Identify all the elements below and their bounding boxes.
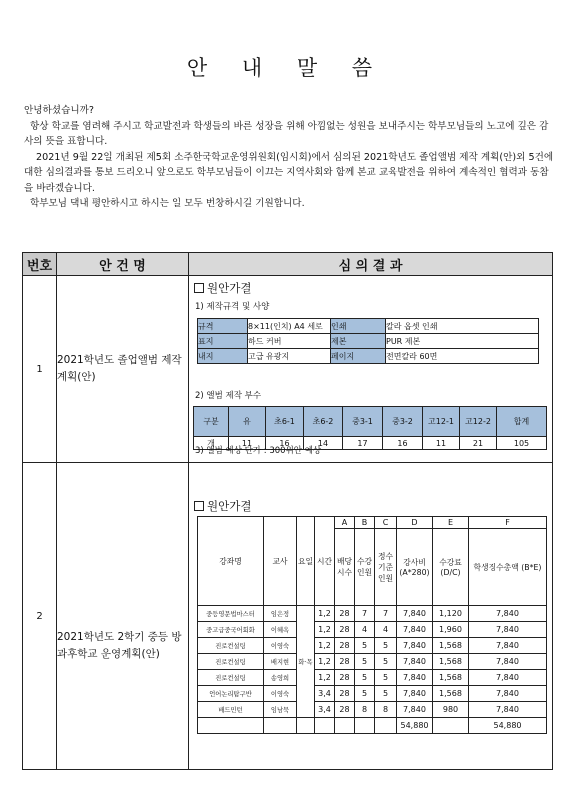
course-cell: 7,840: [397, 670, 433, 686]
course-header: 수강료 (D/C): [433, 529, 469, 606]
count-subtitle: 2) 앨범 제작 부수: [195, 391, 262, 401]
course-cell: 7,840: [397, 654, 433, 670]
course-cell: 7,840: [397, 638, 433, 654]
course-cell: 7,840: [469, 622, 547, 638]
course-name: 중등영문법마스터: [198, 606, 264, 622]
spec-value: 칼라 옵셋 인쇄: [386, 319, 539, 334]
course-cell: 5: [375, 686, 397, 702]
course-cell: 28: [335, 702, 355, 718]
course-header: 강사비 (A*280): [397, 529, 433, 606]
intro-text: [24, 103, 554, 212]
table-row: [23, 463, 553, 770]
course-teacher: 이혜옥: [264, 622, 297, 638]
spec-value: 8×11(인치) A4 세로: [248, 319, 331, 334]
course-cell: 8: [375, 702, 397, 718]
course-row: [198, 654, 547, 670]
course-cell: 7,840: [469, 654, 547, 670]
spec-label: 내지: [198, 349, 248, 364]
course-row: [198, 622, 547, 638]
course-cell: 28: [335, 622, 355, 638]
total-lecturer-fee: 54,880: [397, 718, 433, 734]
course-cell: 28: [335, 686, 355, 702]
agenda-name: 2021학년도 졸업앨범 제작 계획(안): [57, 276, 189, 463]
count-value: 105: [497, 437, 547, 450]
course-cell: 5: [355, 686, 375, 702]
course-teacher: 이영숙: [264, 686, 297, 702]
course-cell: 7: [355, 606, 375, 622]
course-cell: 8: [355, 702, 375, 718]
course-cell: 7,840: [469, 638, 547, 654]
total-collected: 54,880: [469, 718, 547, 734]
course-header: 교사: [264, 517, 297, 606]
checkbox-icon: [194, 283, 204, 293]
course-teacher: 임은정: [264, 606, 297, 622]
course-name: 진로컨설팅: [198, 654, 264, 670]
course-name: 진로컨설팅: [198, 638, 264, 654]
course-header: 학생징수총액 (B*E): [469, 529, 547, 606]
count-header: 초6-2: [304, 407, 343, 437]
course-cell: 3,4: [315, 686, 335, 702]
course-teacher: 송영희: [264, 670, 297, 686]
course-cell: 28: [335, 638, 355, 654]
count-header: 구분: [194, 407, 229, 437]
column-letter: E: [433, 517, 469, 529]
checkbox-icon: [194, 501, 204, 511]
course-cell: 7,840: [469, 670, 547, 686]
column-letter: A: [335, 517, 355, 529]
total-row: [198, 718, 547, 734]
table-row: [23, 276, 553, 463]
count-header: 고12-1: [423, 407, 460, 437]
course-cell: 1,2: [315, 654, 335, 670]
results-table: [22, 252, 553, 770]
count-value: 16: [266, 437, 304, 450]
column-letter: B: [355, 517, 375, 529]
course-row: [198, 702, 547, 718]
spec-value: 전면칼라 60면: [386, 349, 539, 364]
page-title: 안 내 말 씀: [186, 56, 387, 80]
course-cell: 1,568: [433, 686, 469, 702]
course-cell: 7,840: [397, 622, 433, 638]
course-cell: 1,2: [315, 622, 335, 638]
course-cell: 7,840: [469, 686, 547, 702]
course-name: 중고급중국어회화: [198, 622, 264, 638]
course-cell: 5: [355, 670, 375, 686]
course-cell: 980: [433, 702, 469, 718]
course-cell: 7,840: [397, 686, 433, 702]
count-header: 고12-2: [460, 407, 497, 437]
course-cell: 5: [355, 654, 375, 670]
course-cell: 7,840: [397, 606, 433, 622]
course-teacher: 이영숙: [264, 638, 297, 654]
count-header: 중3-1: [343, 407, 383, 437]
result-cell: [189, 463, 553, 770]
count-value: 21: [460, 437, 497, 450]
course-cell: 7,840: [469, 702, 547, 718]
course-cell: 7,840: [469, 606, 547, 622]
course-cell: 7,840: [397, 702, 433, 718]
spec-value: 고급 유광지: [248, 349, 331, 364]
count-value: 16: [383, 437, 423, 450]
course-cell: 4: [375, 622, 397, 638]
agenda-name: 2021학년도 2학기 중등 방과후학교 운영계획(안): [57, 463, 189, 770]
course-cell: 1,568: [433, 654, 469, 670]
course-day: 화·목: [297, 606, 315, 718]
course-cell: 1,120: [433, 606, 469, 622]
course-cell: 1,568: [433, 638, 469, 654]
spec-value: PUR 제본: [386, 334, 539, 349]
spec-label: 제본: [331, 334, 386, 349]
course-row: [198, 670, 547, 686]
count-header: 중3-2: [383, 407, 423, 437]
course-teacher: 임남묵: [264, 702, 297, 718]
count-header: 초6-1: [266, 407, 304, 437]
course-row: [198, 686, 547, 702]
course-header: 시간: [315, 517, 335, 606]
count-header: 유: [229, 407, 266, 437]
header-number: 번호: [23, 253, 57, 276]
row-number: 2: [23, 463, 57, 770]
count-value: 11: [229, 437, 266, 450]
course-header: 배당시수: [335, 529, 355, 606]
row-number: 1: [23, 276, 57, 463]
course-header: 강좌명: [198, 517, 264, 606]
header-result: 심 의 결 과: [189, 253, 553, 276]
result-cell: [189, 276, 553, 463]
spec-label: 규격: [198, 319, 248, 334]
header-agenda: 안 건 명: [57, 253, 189, 276]
course-cell: 5: [375, 638, 397, 654]
price-note: 3) 앨범 예상 단가 : 300위안 예상: [195, 446, 322, 456]
column-letter: D: [397, 517, 433, 529]
intro-paragraph-1: 항상 학교를 염려해 주시고 학교발전과 학생들의 바른 성장을 위해 아낌없는 성원을 보내주시는 학부모님들의 노고에 깊은 감사의 뜻을 표합니다.: [24, 120, 549, 147]
spec-label: 표지: [198, 334, 248, 349]
column-letter: F: [469, 517, 547, 529]
greeting: 안녕하셨습니까?: [24, 105, 94, 116]
course-cell: 28: [335, 606, 355, 622]
course-row: [198, 638, 547, 654]
course-table: [197, 516, 547, 734]
course-cell: 5: [355, 638, 375, 654]
spec-table: [197, 318, 539, 364]
course-teacher: 배지현: [264, 654, 297, 670]
course-name: 배드민턴: [198, 702, 264, 718]
course-cell: 1,2: [315, 606, 335, 622]
course-cell: 28: [335, 670, 355, 686]
result-label: 원안가결: [207, 499, 252, 513]
course-cell: 4: [355, 622, 375, 638]
column-letter: C: [375, 517, 397, 529]
course-cell: 7: [375, 606, 397, 622]
intro-paragraph-3: 학부모님 댁내 평안하시고 하시는 일 모두 번창하시길 기원합니다.: [30, 198, 305, 209]
course-cell: 1,960: [433, 622, 469, 638]
course-cell: 3,4: [315, 702, 335, 718]
count-value: 17: [343, 437, 383, 450]
course-cell: 1,2: [315, 670, 335, 686]
course-cell: 28: [335, 654, 355, 670]
course-cell: 5: [375, 654, 397, 670]
count-header: 합계: [497, 407, 547, 437]
course-row: [198, 606, 547, 622]
course-cell: 5: [375, 670, 397, 686]
spec-subtitle: 1) 제작규격 및 사양: [195, 302, 270, 312]
spec-label: 인쇄: [331, 319, 386, 334]
course-header: 정수기준인원: [375, 529, 397, 606]
course-cell: 1,568: [433, 670, 469, 686]
result-label: 원안가결: [207, 281, 252, 295]
course-name: 언어논리탐구반: [198, 686, 264, 702]
course-cell: 1,2: [315, 638, 335, 654]
intro-paragraph-2: 2021년 9월 22일 개최된 제5회 소주한국학교운영위원회(임시회)에서 심의된 2021학년도 졸업앨범 제작 계획(안)외 5건에 대한 심의결과를 통보 드리오니 앞으로도 학부모님들이 이끄는 지역사회와 함께 본교 교육발전을 위하여 계속적인 협력과 동참을 바라겠습니다.: [24, 151, 554, 194]
count-value: 14: [304, 437, 343, 450]
spec-label: 페이지: [331, 349, 386, 364]
course-name: 진로컨설팅: [198, 670, 264, 686]
course-header: 수강인원: [355, 529, 375, 606]
count-value: 11: [423, 437, 460, 450]
count-value: 개: [194, 437, 229, 450]
course-header: 요일: [297, 517, 315, 606]
spec-value: 하드 커버: [248, 334, 331, 349]
